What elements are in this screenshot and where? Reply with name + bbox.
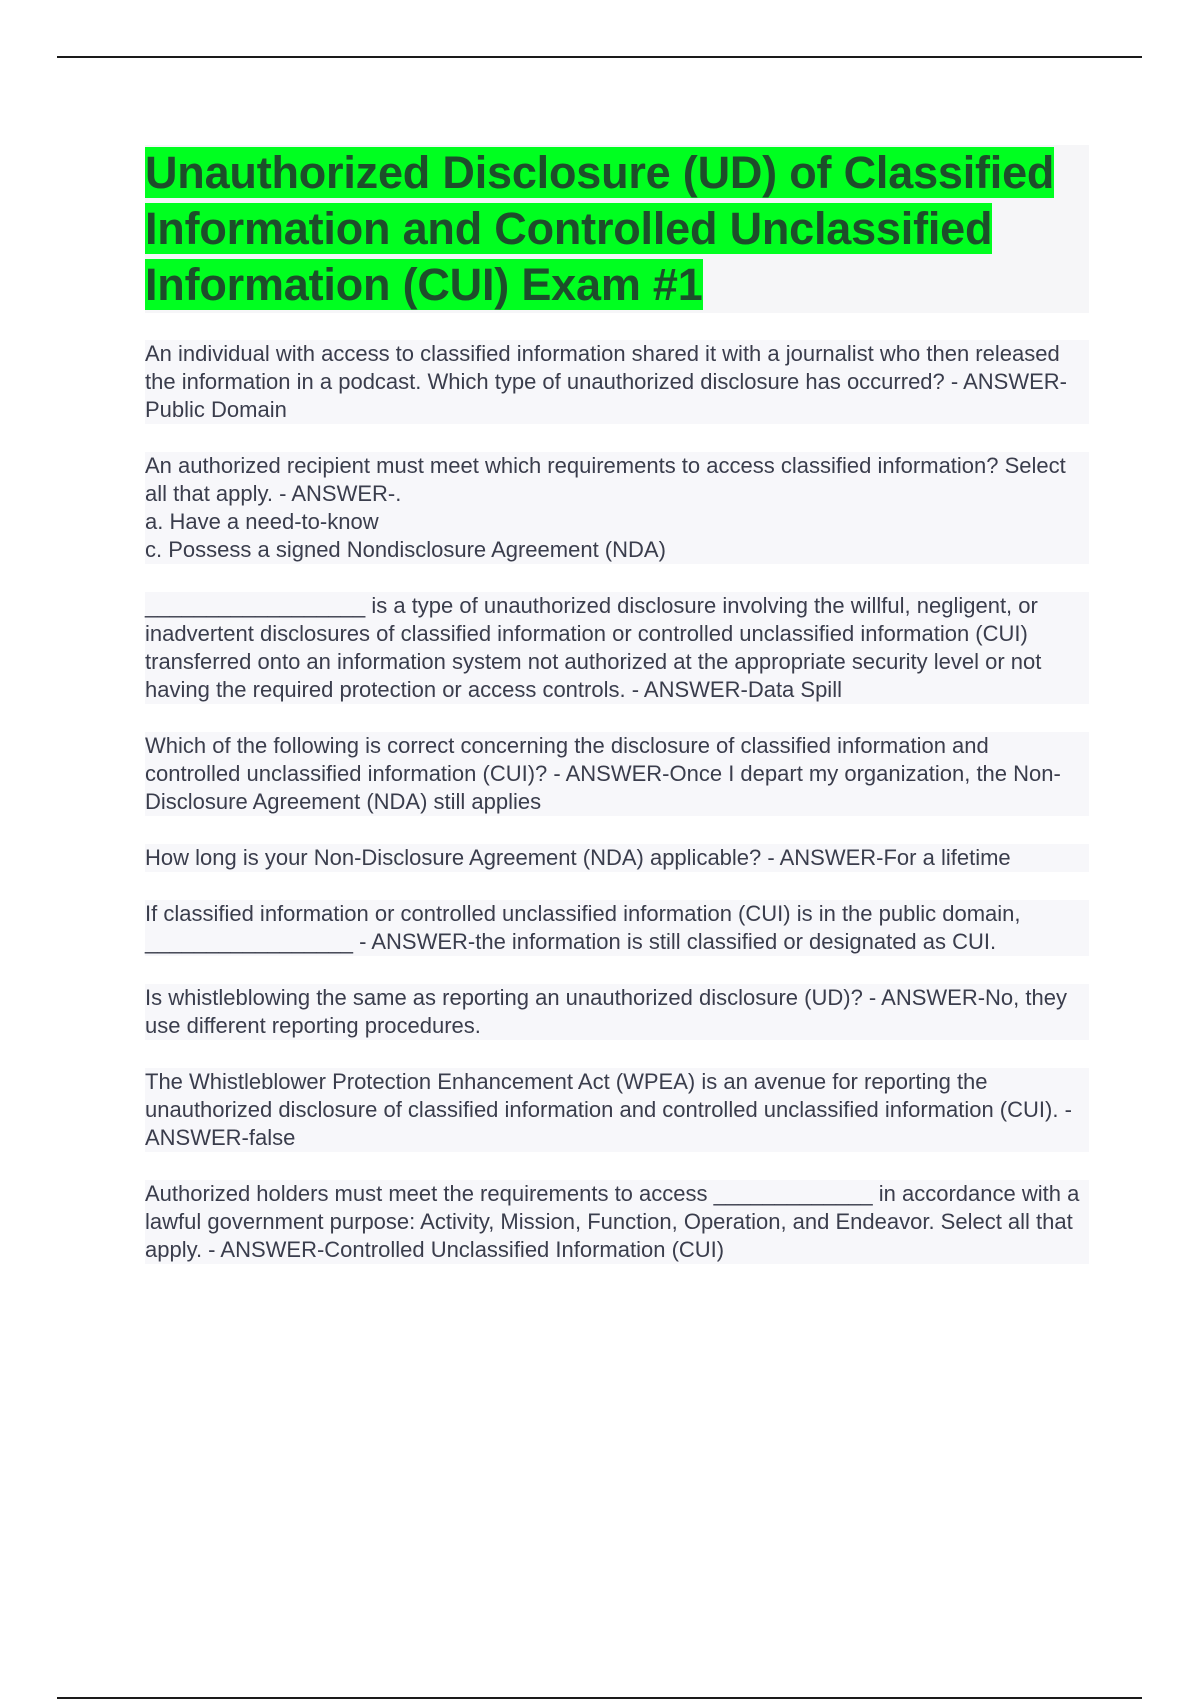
qa-item: Authorized holders must meet the requirements to access _____________ in accordance with a lawful government purpose: Activity, Mission, Function, Operation, and Endeavor. Select all that apply. - ANSWER-Controlled Unclassified Information (CUI) <box>145 1180 1089 1264</box>
qa-item: Which of the following is correct concerning the disclosure of classified information and controlled unclassified information (CUI)? - ANSWER-Once I depart my organization, the Non-Disclosure Agreement (NDA) still applies <box>145 732 1089 816</box>
qa-item: The Whistleblower Protection Enhancement Act (WPEA) is an avenue for reporting the unauthorized disclosure of classified information and controlled unclassified information (CUI). - ANSWER-false <box>145 1068 1089 1152</box>
document-title <box>145 145 1089 313</box>
bottom-rule <box>57 1697 1142 1699</box>
qa-item: Is whistleblowing the same as reporting an unauthorized disclosure (UD)? - ANSWER-No, they use different reporting procedures. <box>145 984 1089 1040</box>
qa-item: An individual with access to classified information shared it with a journalist who then released the information in a podcast. Which type of unauthorized disclosure has occurred? - ANSWER-Public Domain <box>145 340 1089 424</box>
qa-item: If classified information or controlled unclassified information (CUI) is in the public domain, _________________ - ANSWER-the information is still classified or designated as CUI. <box>145 900 1089 956</box>
qa-item: __________________ is a type of unauthorized disclosure involving the willful, negligent, or inadvertent disclosures of classified information or controlled unclassified information (CUI) transferred onto an information system not authorized at the appropriate security level or not having the required protection or access controls. - ANSWER-Data Spill <box>145 592 1089 704</box>
qa-list <box>145 340 1089 1264</box>
title-highlight: Unauthorized Disclosure (UD) of Classified Information and Controlled Unclassified Information (CUI) Exam #1 <box>145 147 1055 310</box>
qa-item: How long is your Non-Disclosure Agreement (NDA) applicable? - ANSWER-For a lifetime <box>145 844 1089 872</box>
top-rule <box>57 56 1142 58</box>
document-body <box>145 145 1089 1292</box>
qa-item: An authorized recipient must meet which requirements to access classified information? Select all that apply. - ANSWER-. a. Have a need-to-know c. Possess a signed Nondisclosure Agreement (NDA) <box>145 452 1089 564</box>
title-block <box>145 145 1089 313</box>
